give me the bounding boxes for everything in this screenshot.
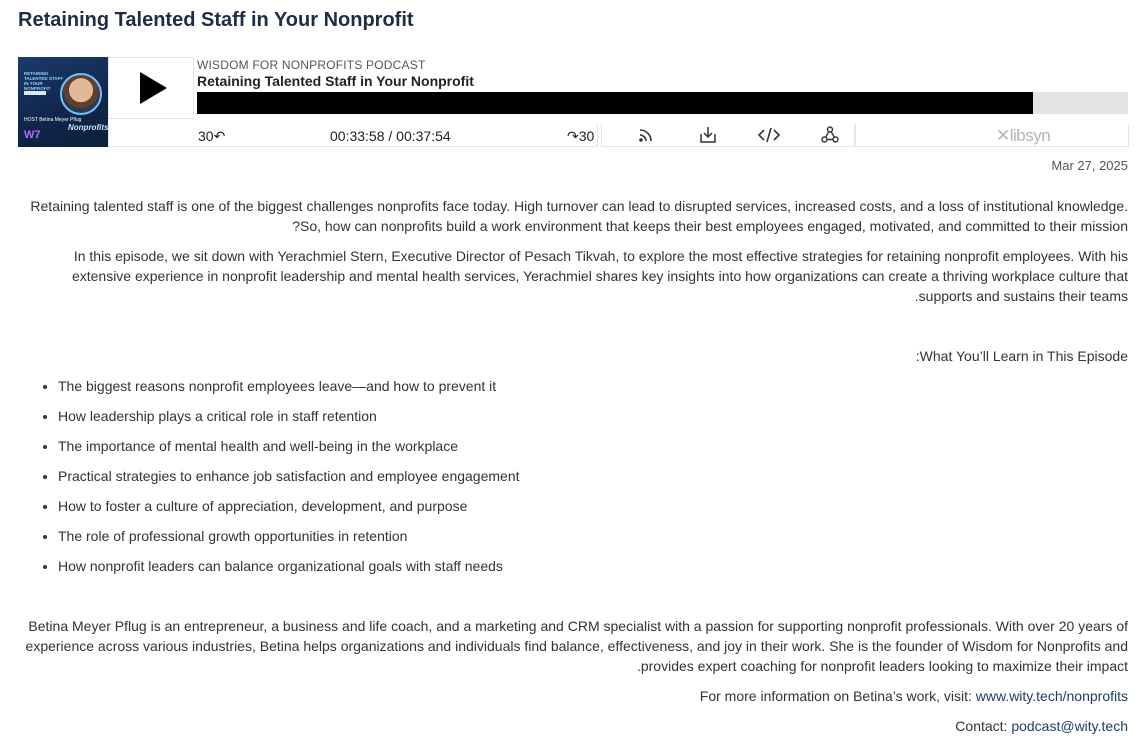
share-button[interactable]	[818, 125, 842, 145]
libsyn-text: libsyn	[1009, 126, 1051, 145]
description-paragraph-1: Retaining talented staff is one of the biggest challenges nonprofits face today. High turnover can lead to disrupted services, increased costs, and a loss of institutional knowledge. So, how can nonprofits build a work environment that keeps their best employees engaged, motivated, and committed to their mission?	[30, 198, 1128, 234]
download-button[interactable]	[696, 125, 720, 145]
contact-email-link[interactable]: podcast@wity.tech	[1011, 718, 1128, 734]
topics-list	[18, 376, 520, 586]
cover-badge	[24, 91, 46, 95]
cover-title: RETAINING TALENTED STAFF IN YOUR NONPROFIT	[24, 71, 64, 91]
list-item: • Practical strategies to enhance job satisfaction and employee engagement	[58, 466, 520, 496]
embed-icon	[758, 127, 780, 143]
forward-icon: ↷	[567, 128, 579, 144]
player-controls	[108, 124, 1128, 147]
brand-box	[855, 124, 1129, 147]
share-icon	[821, 126, 839, 144]
rss-button[interactable]	[634, 125, 658, 145]
contact-line	[18, 716, 1128, 736]
list-item: • How nonprofit leaders can balance organizational goals with staff needs	[58, 556, 520, 586]
more-info-line	[18, 686, 1128, 706]
description-paragraph-2: In this episode, we sit down with Yerachmiel Stern, Executive Director of Pesach Tikvah, to explore the most effective strategies for retaining nonprofit employees. With his extensive experience in nonprofit leadership and mental health services, Yerachmiel shares key insights into how organizations can create a thriving workplace culture that supports and sustains their teams.	[71, 248, 1128, 304]
episode-title: Retaining Talented Staff in Your Nonprofit	[197, 73, 474, 89]
host-bio: Betina Meyer Pflug is an entrepreneur, a business and life coach, and a marketing and CRM specialist with a passion for supporting nonprofit professionals. With over 20 years of experience across various industries, Betina helps organizations and individuals find balance, effectiveness, and joy in their work. She is the founder of Wisdom for Nonprofits and provides expert coaching for nonprofit leaders looking to maximize their impact.	[25, 618, 1128, 674]
skip-forward-label: 30	[578, 128, 595, 144]
contact-text: Contact:	[955, 718, 1012, 734]
embed-button[interactable]	[757, 125, 781, 145]
podcast-name: WISDOM FOR NONPROFITS PODCAST	[197, 58, 426, 72]
list-item: • The importance of mental health and well-being in the workplace	[58, 436, 520, 466]
publish-date: Mar 27, 2025	[1051, 158, 1128, 173]
progress-fill	[197, 92, 1033, 114]
learn-heading: What You’ll Learn in This Episode:	[915, 348, 1128, 364]
download-icon	[699, 126, 717, 144]
more-info-text: For more information on Betina’s work, visit:	[699, 688, 976, 704]
skip-forward-button[interactable]	[567, 128, 594, 145]
time-display: 00:33:58 / 00:37:54	[330, 128, 451, 144]
website-link[interactable]: www.wity.tech/nonprofits	[975, 688, 1128, 704]
list-item: • The biggest reasons nonprofit employees leave—and how to prevent it	[58, 376, 520, 406]
list-item: • The role of professional growth opportunities in retention	[58, 526, 520, 556]
list-item: • How leadership plays a critical role in staff retention	[58, 406, 520, 436]
play-button[interactable]	[108, 57, 194, 119]
libsyn-mark-icon: ✕	[996, 126, 1010, 145]
cover-logo: W7	[24, 129, 41, 141]
rss-icon	[638, 127, 654, 143]
libsyn-logo[interactable]	[996, 126, 1050, 146]
list-item: • How to foster a culture of appreciation, development, and purpose	[58, 496, 520, 526]
rewind-icon: ↶	[213, 128, 226, 144]
podcast-player	[18, 57, 1128, 147]
cover-brand: Nonprofits	[68, 123, 108, 132]
page-title: Retaining Talented Staff in Your Nonprofit	[18, 9, 414, 31]
progress-bar[interactable]	[197, 92, 1128, 114]
episode-cover-art	[18, 57, 108, 147]
skip-back-label: 30	[198, 128, 214, 144]
skip-back-button[interactable]	[198, 128, 225, 145]
cover-host-label: HOST Betina Meyer Pflug	[24, 117, 82, 123]
host-photo	[60, 73, 102, 115]
play-icon	[140, 72, 167, 104]
